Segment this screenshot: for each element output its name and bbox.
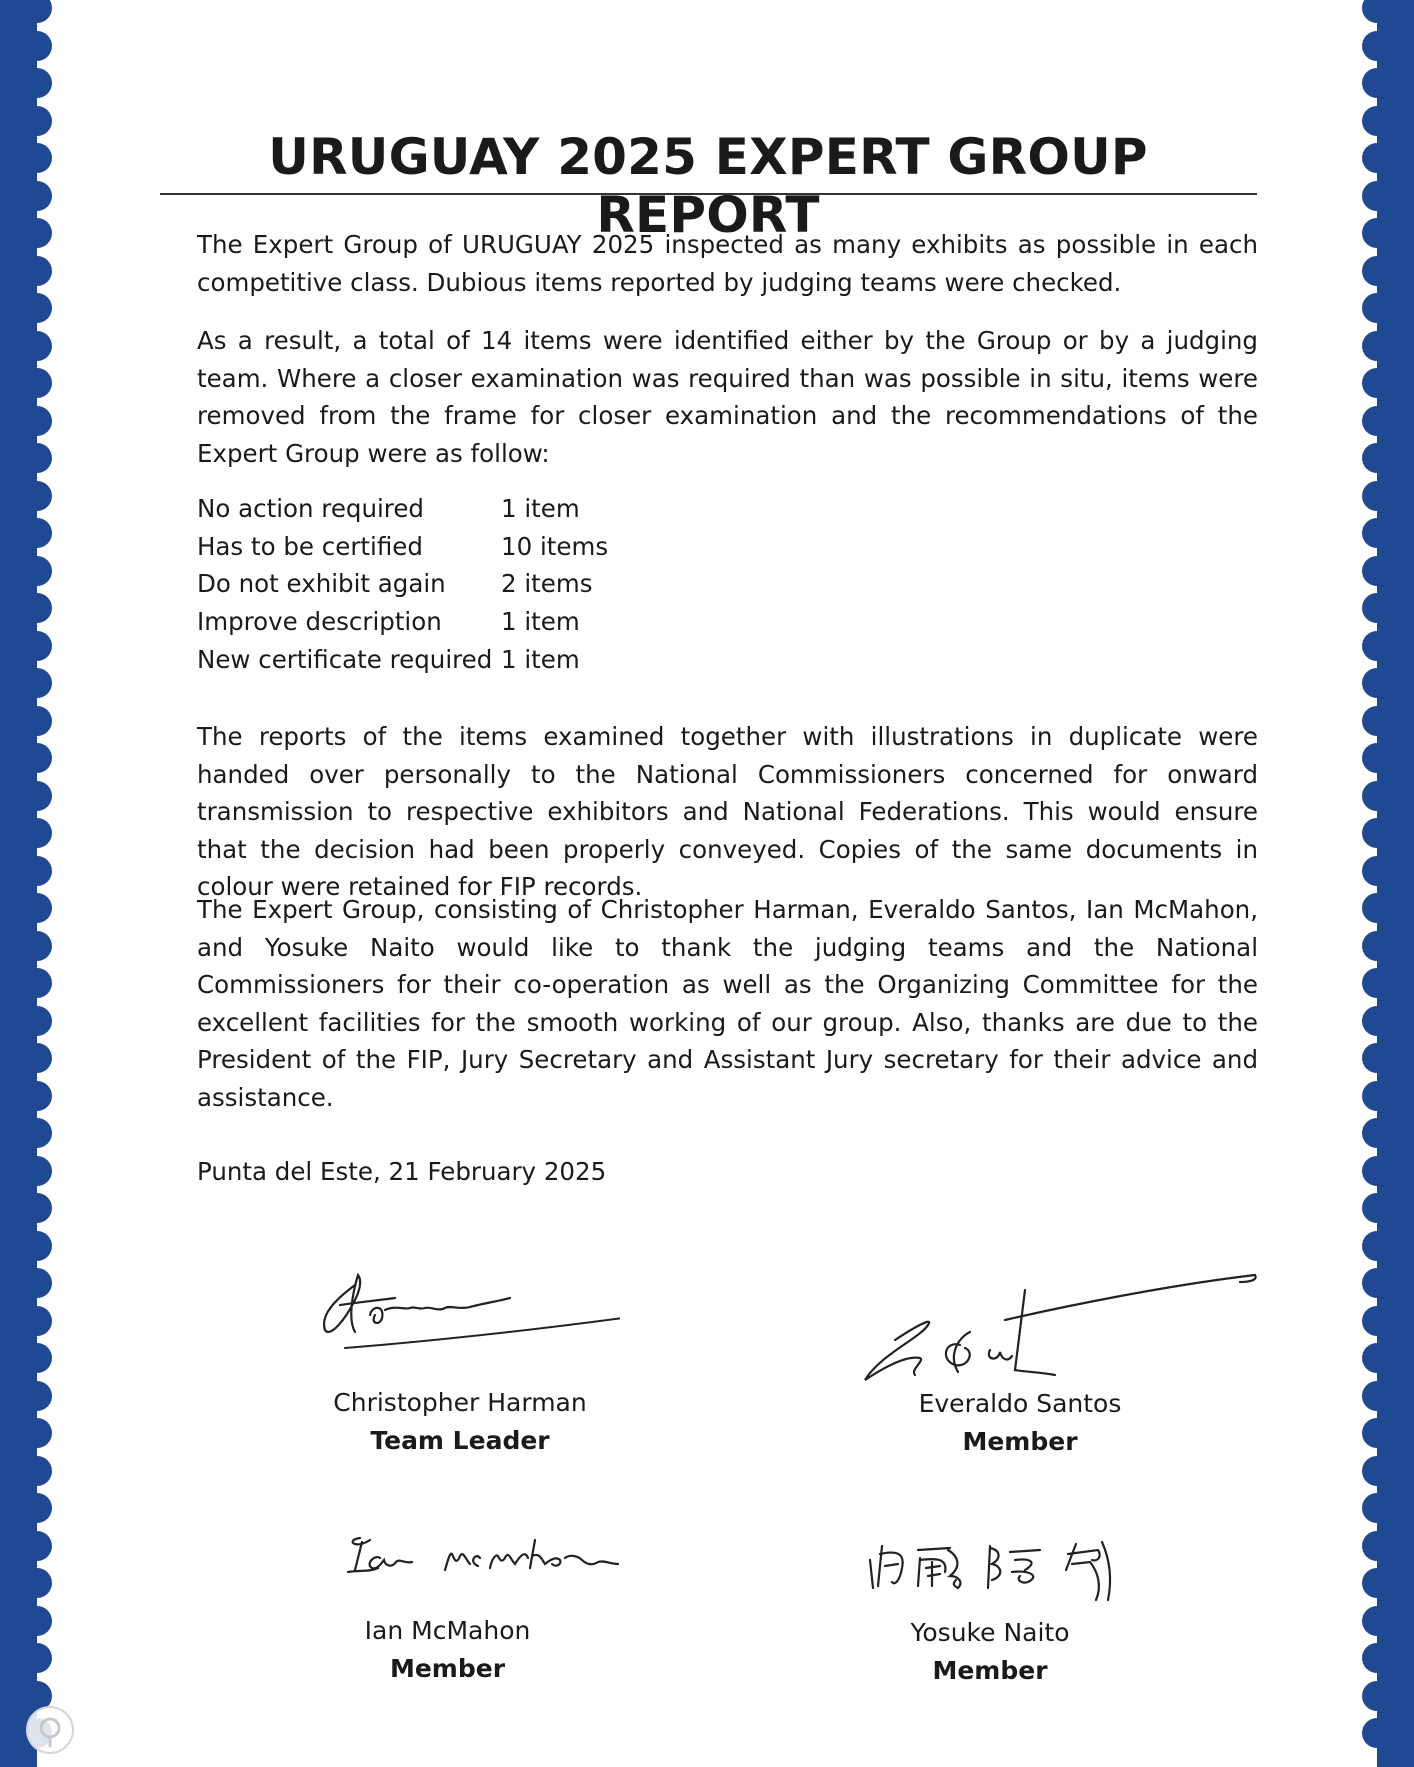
- perforation-hole: [22, 818, 52, 848]
- perforation-hole: [22, 1006, 52, 1036]
- signature-block-santos: [840, 1260, 1260, 1456]
- signatory-harman: [300, 1384, 620, 1460]
- perforation-hole: [1362, 1606, 1392, 1636]
- place-date: Punta del Este, 21 February 2025: [197, 1157, 607, 1186]
- perforation-hole: [1362, 443, 1392, 473]
- perforation-hole: [22, 293, 52, 323]
- perforation-hole: [1362, 1493, 1392, 1523]
- perforation-hole: [22, 556, 52, 586]
- perforation-hole: [22, 143, 52, 173]
- perforation-hole: [22, 1493, 52, 1523]
- perforation-hole: [22, 368, 52, 398]
- signatory-name: Christopher Harman: [333, 1388, 587, 1417]
- signature-block-harman: [300, 1260, 620, 1455]
- perforation-hole: [22, 781, 52, 811]
- perforation-hole: [1362, 1306, 1392, 1336]
- perforation-hole: [1362, 1043, 1392, 1073]
- perforation-hole: [1362, 1118, 1392, 1148]
- result-paragraph: As a result, a total of 14 items were identified either by the Group or by a judging team. Where a closer examination was required than was possible in situ, items were removed from the frame for closer examination and the recommendations of the Expert Group were as follow:: [197, 326, 1258, 468]
- perforation-hole: [22, 631, 52, 661]
- perforation-hole: [1362, 518, 1392, 548]
- perforation-hole: [1362, 331, 1392, 361]
- handwritten-signature: [300, 1520, 720, 1590]
- signatory-role: Member: [389, 1654, 506, 1683]
- result-row: [197, 490, 701, 528]
- perforation-hole: [22, 443, 52, 473]
- perforation-hole: [22, 1043, 52, 1073]
- results-list: [197, 490, 701, 679]
- perforation-hole: [22, 1568, 52, 1598]
- perforation-hole: [22, 893, 52, 923]
- perforation-hole: [22, 1268, 52, 1298]
- perforation-hole: [1362, 68, 1392, 98]
- perforation-hole: [22, 68, 52, 98]
- result-row: [197, 565, 701, 603]
- perforation-hole: [1362, 931, 1392, 961]
- perforation-hole: [1362, 481, 1392, 511]
- perforation-hole: [22, 331, 52, 361]
- perforation-hole: [1362, 406, 1392, 436]
- signatory-name: Ian McMahon: [364, 1616, 531, 1645]
- perforation-hole: [1362, 556, 1392, 586]
- perforation-hole: [22, 1306, 52, 1336]
- result-label: Has to be certified: [197, 531, 423, 561]
- result-label: Do not exhibit again: [197, 569, 446, 599]
- result-count: 1 item: [501, 644, 580, 674]
- perforation-hole: [1362, 1681, 1392, 1711]
- perforation-hole: [1362, 893, 1392, 923]
- perforation-hole: [22, 1343, 52, 1373]
- perforation-hole: [22, 481, 52, 511]
- perforation-hole: [1362, 256, 1392, 286]
- handwritten-signature: [300, 1260, 620, 1360]
- result-label: New certificate required: [197, 644, 493, 674]
- perforation-hole: [22, 1456, 52, 1486]
- perforation-hole: [1362, 1456, 1392, 1486]
- perforation-hole: [1362, 1718, 1392, 1748]
- perforation-hole: [22, 1193, 52, 1223]
- perforation-hole: [1362, 31, 1392, 61]
- signatory-naito: [840, 1614, 1140, 1690]
- result-count: 1 item: [501, 607, 580, 637]
- perforation-hole: [1362, 1231, 1392, 1261]
- perforation-hole: [1362, 1193, 1392, 1223]
- perforation-hole: [22, 1231, 52, 1261]
- perforation-hole: [1362, 1343, 1392, 1373]
- intro-paragraph: The Expert Group of URUGUAY 2025 inspected as many exhibits as possible in each competitive class. Dubious items reported by judging teams were checked.: [197, 230, 1258, 297]
- perforation-hole: [1362, 143, 1392, 173]
- perforation-hole: [1362, 106, 1392, 136]
- perforation-hole: [1362, 1568, 1392, 1598]
- perforation-hole: [1362, 818, 1392, 848]
- signature-block-naito: [840, 1520, 1220, 1685]
- perforation-hole: [1362, 1381, 1392, 1411]
- result-count: 2 items: [501, 569, 593, 599]
- perforation-hole: [22, 1156, 52, 1186]
- perforation-hole: [1362, 968, 1392, 998]
- perforation-hole: [22, 931, 52, 961]
- signatory-name: Everaldo Santos: [918, 1389, 1122, 1418]
- perforation-hole: [22, 518, 52, 548]
- perforation-hole: [1362, 1081, 1392, 1111]
- signature-block-mcmahon: [300, 1520, 680, 1683]
- perforation-hole: [1362, 1268, 1392, 1298]
- perforation-hole: [1362, 706, 1392, 736]
- result-row: [197, 641, 701, 679]
- perforation-hole: [1362, 181, 1392, 211]
- result-label: No action required: [197, 494, 424, 523]
- perforation-hole: [22, 1606, 52, 1636]
- perforation-hole: [22, 856, 52, 886]
- perforation-hole: [1362, 668, 1392, 698]
- perforation-hole: [1362, 293, 1392, 323]
- perforation-hole: [1362, 218, 1392, 248]
- perforation-hole: [1362, 856, 1392, 886]
- perforation-hole: [22, 1531, 52, 1561]
- signatory-role: Member: [932, 1656, 1048, 1685]
- watermark-icon: [28, 1708, 72, 1752]
- report-title: URUGUAY 2025 EXPERT GROUP REPORT: [268, 128, 1148, 244]
- perforation-hole: [1362, 631, 1392, 661]
- perforation-hole: [1362, 1418, 1392, 1448]
- perforation-hole: [22, 743, 52, 773]
- signatory-mcmahon: [300, 1612, 595, 1688]
- perforation-hole: [22, 256, 52, 286]
- reports-paragraph: The reports of the items examined together with illustrations in duplicate were handed over personally to the National Commissioners concerned for onward transmission to respective exhibitors and National Federations. This would ensure that the decision had been properly conveyed. Copies of the same documents in colour were retained for FIP records.: [197, 722, 1258, 901]
- perforation-hole: [1362, 781, 1392, 811]
- result-count: 10 items: [501, 531, 609, 561]
- perforation-hole: [22, 706, 52, 736]
- perforation-hole: [22, 668, 52, 698]
- perforation-hole: [22, 1118, 52, 1148]
- result-count: 1 item: [501, 494, 580, 523]
- perforation-hole: [22, 1381, 52, 1411]
- perforation-hole: [1362, 1531, 1392, 1561]
- perforation-hole: [1362, 743, 1392, 773]
- signatory-role: Team Leader: [370, 1426, 550, 1455]
- result-row: [197, 528, 701, 566]
- perforation-hole: [22, 1081, 52, 1111]
- perforation-hole: [22, 181, 52, 211]
- perforation-hole: [1362, 1006, 1392, 1036]
- perforation-hole: [22, 968, 52, 998]
- watermark-logo: [26, 1706, 74, 1754]
- handwritten-signature: [840, 1260, 1260, 1385]
- perforation-hole: [1362, 1156, 1392, 1186]
- signatory-santos: [870, 1385, 1170, 1461]
- perforation-hole: [22, 406, 52, 436]
- handwritten-signature: [840, 1520, 1220, 1610]
- perforation-hole: [22, 1418, 52, 1448]
- perforation-hole: [1362, 368, 1392, 398]
- perforation-hole: [22, 106, 52, 136]
- signatory-role: Member: [962, 1427, 1078, 1456]
- thanks-paragraph: The Expert Group, consisting of Christopher Harman, Everaldo Santos, Ian McMahon, and Yosuke Naito would like to thank the judging teams and the National Commissioners for their co-operation as well as the Organizing Committee for the excellent facilities for the smooth working of our group. Also, thanks are due to the President of the FIP, Jury Secretary and Assistant Jury secretary for their advice and assistance.: [197, 895, 1258, 1112]
- perforation-hole: [1362, 1643, 1392, 1673]
- perforation-hole: [22, 218, 52, 248]
- perforation-hole: [22, 31, 52, 61]
- signatory-name: Yosuke Naito: [910, 1618, 1070, 1647]
- result-row: [197, 603, 701, 641]
- result-label: Improve description: [197, 607, 442, 637]
- perforation-hole: [22, 1643, 52, 1673]
- perforation-hole: [22, 593, 52, 623]
- title-underline: [160, 193, 1257, 195]
- perforation-hole: [1362, 593, 1392, 623]
- perforation-hole: [1362, 0, 1392, 23]
